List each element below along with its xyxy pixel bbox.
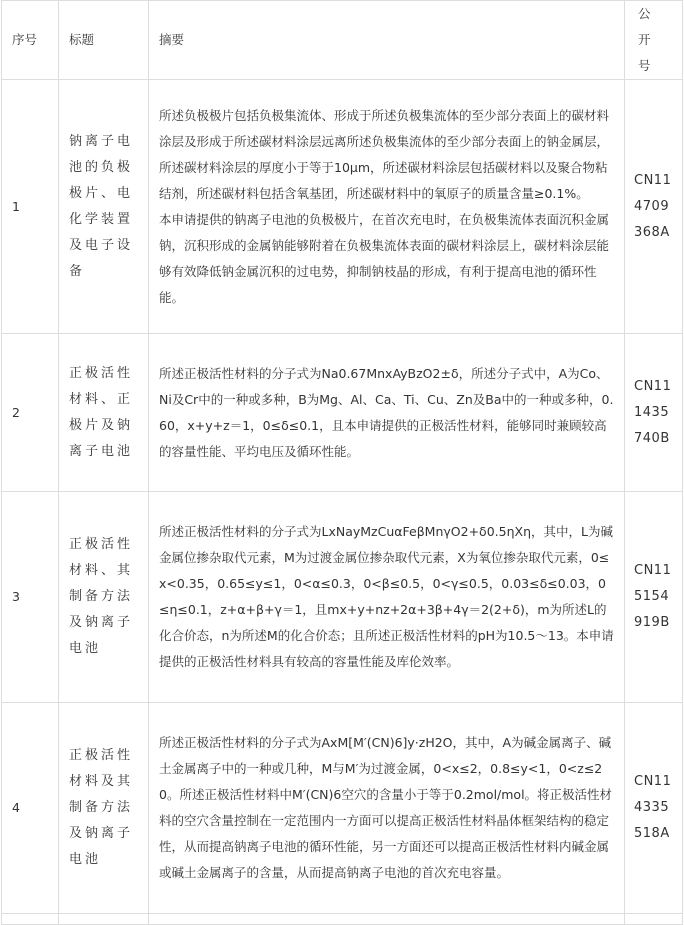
partial-cell xyxy=(2,914,59,925)
header-publication: 公开号 xyxy=(625,1,683,80)
abstract-paragraph: 本申请提供的钠离子电池的负极极片，在首次充电时，在负极集流体表面沉积金属钠，沉积形成的金属钠能够附着在负极集流体表面的碳材料涂层上，碳材料涂层能够有效降低钠金属沉积的过电势，抑制钠枝晶的形成，有利于提高电池的循环性能。 xyxy=(159,211,610,305)
table-row-partial xyxy=(2,914,683,925)
table-row xyxy=(2,334,683,492)
abstract-paragraph: 所述正极活性材料的分子式为AxM[M′(CN)6]y·zH2O，其中，A为碱金属离子、碱土金属离子中的一种或几种，M与M′为过渡金属，0<x≤2，0.8≤y<1，0<z≤20。所述正极活性材料中M′(CN)6空穴的含量小于等于0.2mol/mol。将正极活性材料的空穴含量控制在一定范围内一方面可以提高正极活性材料晶体框架结构的稳定性，从而提高钠离子电池的循环性能，另一方面还可以提高正极活性材料内碱金属或碱土金属离子的含量，从而提高钠离子电池的首次充电容量。 xyxy=(159,735,613,880)
row-publication-number: CN114709368A xyxy=(625,80,683,334)
row-abstract xyxy=(149,703,625,914)
table-row xyxy=(2,492,683,703)
row-title: 正极活性材料及其制备方法及钠离子电池 xyxy=(59,703,149,914)
partial-cell xyxy=(59,914,149,925)
table-body xyxy=(2,80,683,925)
row-publication-number: CN115154919B xyxy=(625,492,683,703)
header-no: 序号 xyxy=(2,1,59,80)
header-title: 标题 xyxy=(59,1,149,80)
row-number: 1 xyxy=(2,80,59,334)
row-number: 2 xyxy=(2,334,59,492)
row-title: 正极活性材料、正极片及钠离子电池 xyxy=(59,334,149,492)
table-header xyxy=(2,1,683,80)
row-abstract xyxy=(149,492,625,703)
row-number: 4 xyxy=(2,703,59,914)
table-row xyxy=(2,80,683,334)
header-abstract: 摘要 xyxy=(149,1,625,80)
abstract-paragraph: 所述正极活性材料的分子式为Na0.67MnxAyBzO2±δ，所述分子式中，A为Co、Ni及Cr中的一种或多种，B为Mg、Al、Ca、Ti、Cu、Zn及Ba中的一种或多种，0.60，x+y+z＝1，0≤δ≤0.1，且本申请提供的正极活性材料，能够同时兼顾较高的容量性能、平均电压及循环性能。 xyxy=(159,365,614,459)
abstract-paragraph: 所述负极极片包括负极集流体、形成于所述负极集流体的至少部分表面上的碳材料涂层及形成于所述碳材料涂层远离所述负极集流体的至少部分表面上的钠金属层，所述碳材料涂层的厚度小于等于10μm，所述碳材料涂层包括碳材料以及聚合物粘结剂，所述碳材料包括含氧基团，所述碳材料中的氧原子的质量含量≥0.1%。 xyxy=(159,107,610,201)
partial-cell xyxy=(149,914,625,925)
table-row xyxy=(2,703,683,914)
row-publication-number: CN114335518A xyxy=(625,703,683,914)
patent-table xyxy=(1,0,683,925)
partial-cell xyxy=(625,914,683,925)
row-title: 正极活性材料、其制备方法及钠离子电池 xyxy=(59,492,149,703)
abstract-paragraph: 所述正极活性材料的分子式为LxNayMzCuαFeβMnγO2+δ0.5ηXη，其中，L为碱金属位掺杂取代元素，M为过渡金属位掺杂取代元素，X为氧位掺杂取代元素，0≤x<0.35，0.65≤y≤1，0<α≤0.3，0<β≤0.5，0<γ≤0.5，0.03≤δ≤0.03，0≤η≤0.1，z+α+β+γ＝1，且mx+y+nz+2α+3β+4γ＝2(2+δ)，m为所述L的化合价态，n为所述M的化合价态；且所述正极活性材料的pH为10.5～13。本申请提供的正极活性材料具有较高的容量性能及库伦效率。 xyxy=(159,524,614,669)
row-title: 钠离子电池的负极极片、电化学装置及电子设备 xyxy=(59,80,149,334)
row-abstract xyxy=(149,80,625,334)
row-abstract xyxy=(149,334,625,492)
row-number: 3 xyxy=(2,492,59,703)
header-row xyxy=(2,1,683,80)
row-publication-number: CN111435740B xyxy=(625,334,683,492)
